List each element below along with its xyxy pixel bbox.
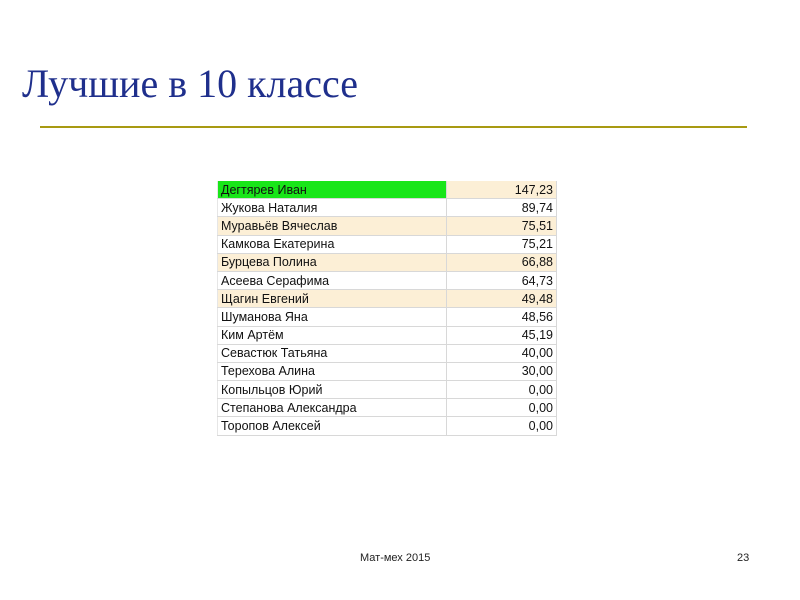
student-name: Копыльцов Юрий bbox=[218, 381, 447, 399]
table-row bbox=[218, 344, 557, 362]
student-name: Бурцева Полина bbox=[218, 253, 447, 271]
student-score: 30,00 bbox=[447, 362, 557, 380]
student-score: 64,73 bbox=[447, 271, 557, 289]
student-name: Жукова Наталия bbox=[218, 199, 447, 217]
table-row bbox=[218, 362, 557, 380]
student-score: 147,23 bbox=[447, 181, 557, 199]
table-row bbox=[218, 199, 557, 217]
student-score: 40,00 bbox=[447, 344, 557, 362]
table-row bbox=[218, 308, 557, 326]
scores-table bbox=[217, 181, 557, 436]
student-name: Терехова Алина bbox=[218, 362, 447, 380]
table-row bbox=[218, 235, 557, 253]
title-underline bbox=[40, 126, 747, 128]
table-row bbox=[218, 217, 557, 235]
table-row bbox=[218, 326, 557, 344]
table-row bbox=[218, 417, 557, 435]
student-name: Асеева Серафима bbox=[218, 271, 447, 289]
table-row bbox=[218, 253, 557, 271]
student-name: Муравьёв Вячеслав bbox=[218, 217, 447, 235]
slide-title: Лучшие в 10 классе bbox=[22, 61, 358, 106]
student-score: 49,48 bbox=[447, 290, 557, 308]
student-name: Севастюк Татьяна bbox=[218, 344, 447, 362]
student-score: 75,21 bbox=[447, 235, 557, 253]
student-name: Степанова Александра bbox=[218, 399, 447, 417]
scores-table-container bbox=[217, 181, 556, 436]
table-row bbox=[218, 181, 557, 199]
student-score: 0,00 bbox=[447, 399, 557, 417]
student-score: 66,88 bbox=[447, 253, 557, 271]
student-name: Дегтярев Иван bbox=[218, 181, 447, 199]
table-row bbox=[218, 381, 557, 399]
student-score: 75,51 bbox=[447, 217, 557, 235]
student-name: Ким Артём bbox=[218, 326, 447, 344]
footer-text: Мат-мех 2015 bbox=[360, 552, 431, 564]
page-number: 23 bbox=[737, 552, 750, 564]
table-row bbox=[218, 290, 557, 308]
student-name: Торопов Алексей bbox=[218, 417, 447, 435]
student-name: Камкова Екатерина bbox=[218, 235, 447, 253]
table-row bbox=[218, 271, 557, 289]
student-name: Шуманова Яна bbox=[218, 308, 447, 326]
student-score: 45,19 bbox=[447, 326, 557, 344]
student-score: 48,56 bbox=[447, 308, 557, 326]
student-score: 89,74 bbox=[447, 199, 557, 217]
student-name: Щагин Евгений bbox=[218, 290, 447, 308]
student-score: 0,00 bbox=[447, 417, 557, 435]
table-row bbox=[218, 399, 557, 417]
student-score: 0,00 bbox=[447, 381, 557, 399]
